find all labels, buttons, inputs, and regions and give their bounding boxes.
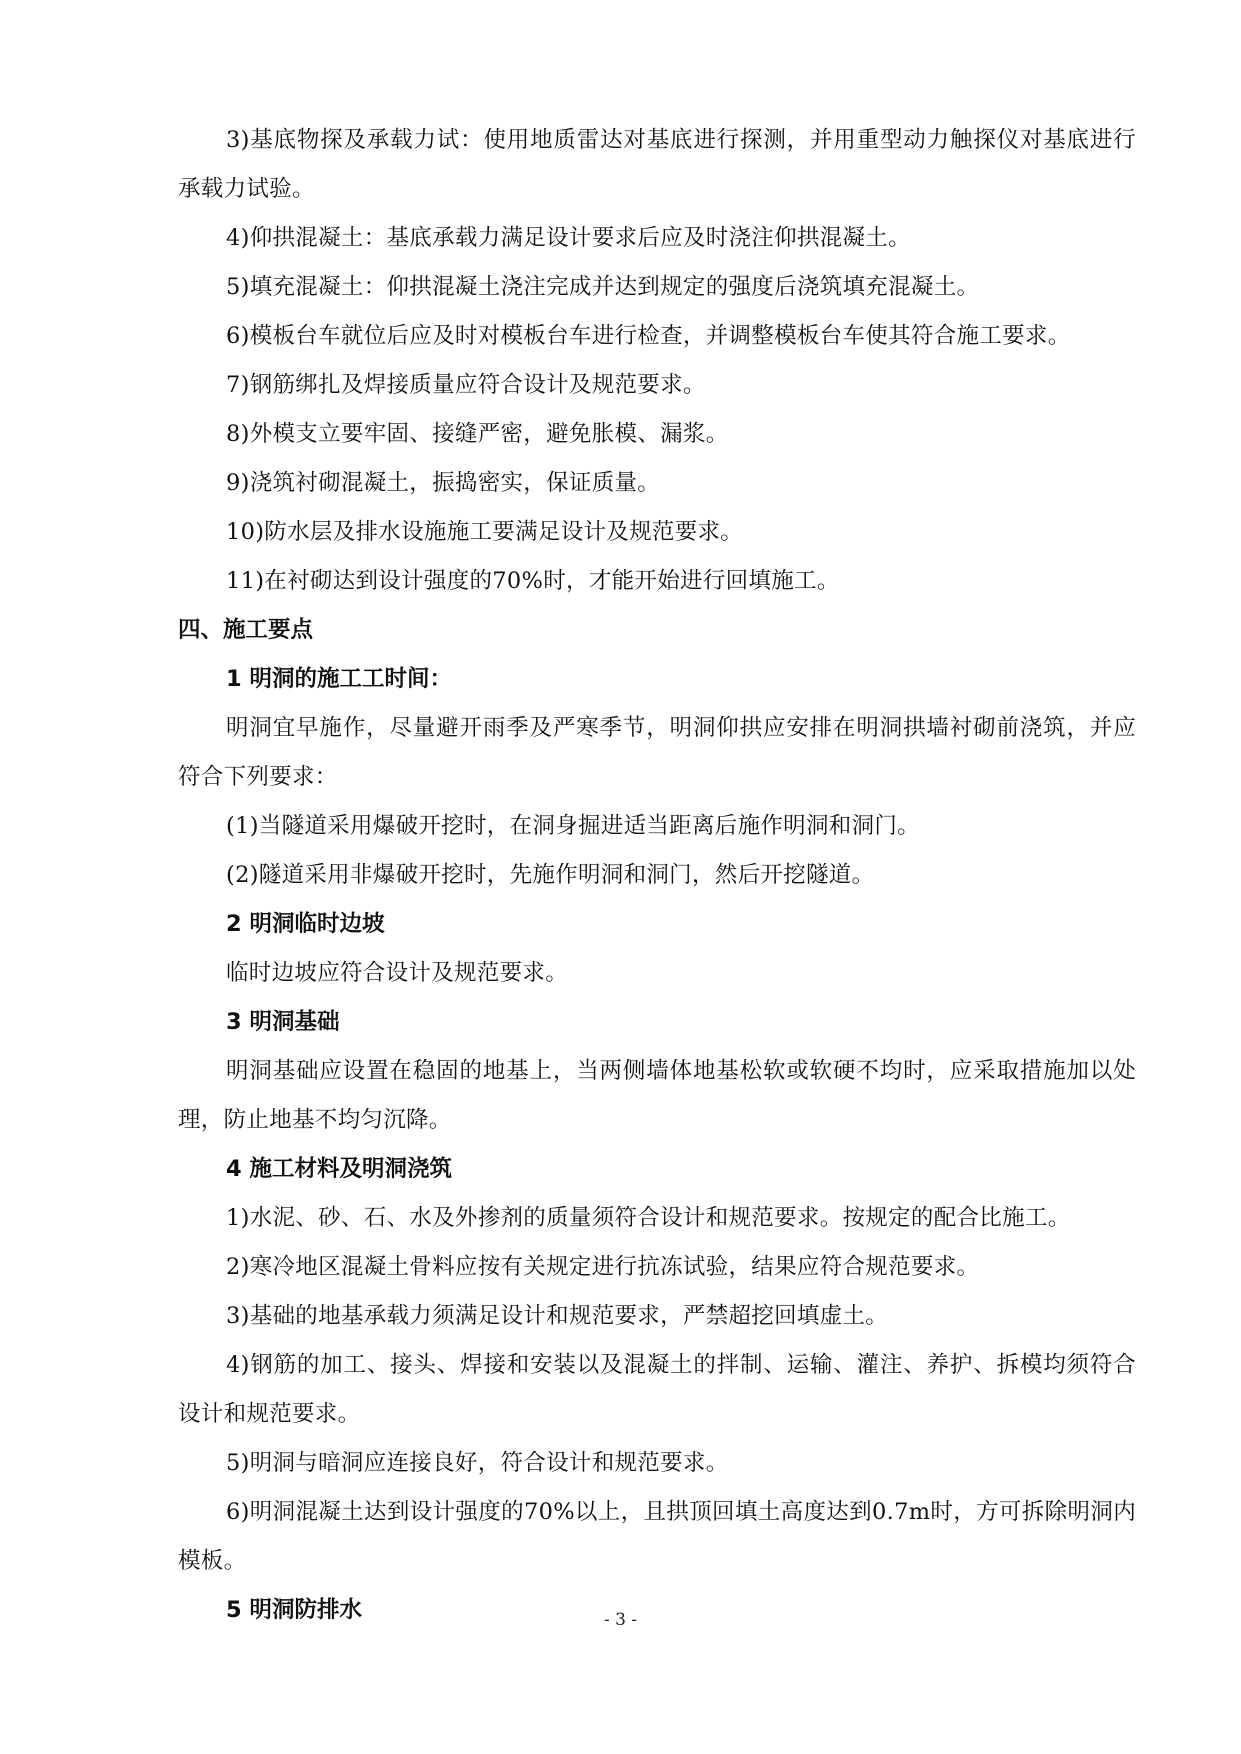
paragraph: 4)仰拱混凝土：基底承载力满足设计要求后应及时浇注仰拱混凝土。 [226, 225, 911, 251]
section-heading: 四、施工要点 [178, 617, 314, 643]
subsection-heading: 1 明洞的施工工时间： [226, 666, 452, 692]
paragraph: 2)寒冷地区混凝土骨料应按有关规定进行抗冻试验，结果应符合规范要求。 [226, 1254, 980, 1280]
paragraph: 3)基底物探及承载力试：使用地质雷达对基底进行探测，并用重型动力触探仪对基底进行承载力试验。 [178, 127, 1136, 202]
paragraph: 4)钢筋的加工、接头、焊接和安装以及混凝土的拌制、运输、灌注、养护、拆模均须符合设计和规范要求。 [178, 1352, 1136, 1427]
paragraph: 6)明洞混凝土达到设计强度的70%以上，且拱顶回填土高度达到0.7m时，方可拆除明洞内模板。 [178, 1499, 1136, 1574]
subsection-heading: 4 施工材料及明洞浇筑 [226, 1156, 452, 1182]
subsection-heading: 5 明洞防排水 [226, 1597, 362, 1623]
paragraph: 5)填充混凝土：仰拱混凝土浇注完成并达到规定的强度后浇筑填充混凝土。 [226, 274, 980, 300]
paragraph: 7)钢筋绑扎及焊接质量应符合设计及规范要求。 [226, 372, 706, 398]
paragraph: 3)基础的地基承载力须满足设计和规范要求，严禁超挖回填虚土。 [226, 1303, 889, 1329]
page-number: - 3 - [603, 1610, 638, 1630]
paragraph: 明洞基础应设置在稳固的地基上，当两侧墙体地基松软或软硬不均时，应采取措施加以处理，防止地基不均匀沉降。 [178, 1058, 1136, 1133]
document-body [178, 116, 1136, 1635]
paragraph: 5)明洞与暗洞应连接良好，符合设计和规范要求。 [226, 1450, 729, 1476]
paragraph: 11)在衬砌达到设计强度的70%时，才能开始进行回填施工。 [226, 568, 840, 594]
paragraph: 9)浇筑衬砌混凝土，振捣密实，保证质量。 [226, 470, 661, 496]
paragraph: 临时边坡应符合设计及规范要求。 [226, 960, 569, 986]
paragraph: 6)模板台车就位后应及时对模板台车进行检查，并调整模板台车使其符合施工要求。 [226, 323, 1071, 349]
paragraph: (1)当隧道采用爆破开挖时，在洞身掘进适当距离后施作明洞和洞门。 [226, 813, 920, 839]
paragraph: (2)隧道采用非爆破开挖时，先施作明洞和洞门，然后开挖隧道。 [226, 862, 875, 888]
paragraph: 1)水泥、砂、石、水及外掺剂的质量须符合设计和规范要求。按规定的配合比施工。 [226, 1205, 1071, 1231]
subsection-heading: 3 明洞基础 [226, 1009, 340, 1035]
paragraph: 明洞宜早施作，尽量避开雨季及严寒季节，明洞仰拱应安排在明洞拱墙衬砌前浇筑，并应符合下列要求： [178, 715, 1136, 790]
paragraph: 8)外模支立要牢固、接缝严密，避免胀模、漏浆。 [226, 421, 729, 447]
paragraph: 10)防水层及排水设施施工要满足设计及规范要求。 [226, 519, 744, 545]
subsection-heading: 2 明洞临时边坡 [226, 911, 385, 937]
